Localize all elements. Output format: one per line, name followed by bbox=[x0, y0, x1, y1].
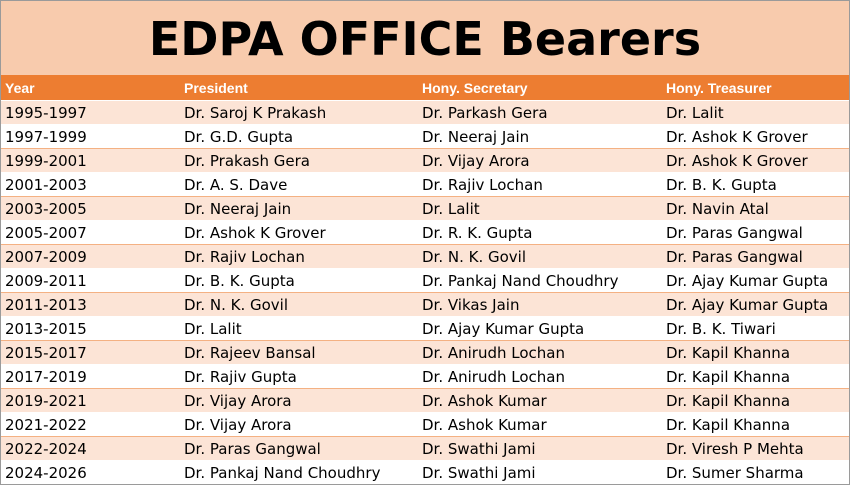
column-header-year: Year bbox=[1, 75, 180, 101]
year-cell: 2005-2007 bbox=[1, 221, 180, 245]
year-cell: 2022-2024 bbox=[1, 437, 180, 461]
table-header bbox=[1, 75, 849, 101]
office-bearers-table bbox=[1, 75, 849, 484]
table-row bbox=[1, 221, 849, 245]
table-row bbox=[1, 173, 849, 197]
president-cell: Dr. Rajiv Lochan bbox=[180, 245, 418, 269]
president-cell: Dr. Rajiv Gupta bbox=[180, 365, 418, 389]
president-cell: Dr. Ashok K Grover bbox=[180, 221, 418, 245]
title-band bbox=[1, 1, 849, 75]
treasurer-cell: Dr. Ajay Kumar Gupta bbox=[662, 293, 849, 317]
secretary-cell: Dr. Pankaj Nand Choudhry bbox=[418, 269, 662, 293]
secretary-cell: Dr. N. K. Govil bbox=[418, 245, 662, 269]
year-cell: 1999-2001 bbox=[1, 149, 180, 173]
table-row bbox=[1, 365, 849, 389]
president-cell: Dr. A. S. Dave bbox=[180, 173, 418, 197]
president-cell: Dr. Prakash Gera bbox=[180, 149, 418, 173]
column-header-treasurer: Hony. Treasurer bbox=[662, 75, 849, 101]
secretary-cell: Dr. Ashok Kumar bbox=[418, 413, 662, 437]
president-cell: Dr. G.D. Gupta bbox=[180, 125, 418, 149]
year-cell: 2019-2021 bbox=[1, 389, 180, 413]
column-header-secretary: Hony. Secretary bbox=[418, 75, 662, 101]
treasurer-cell: Dr. Viresh P Mehta bbox=[662, 437, 849, 461]
table-row bbox=[1, 101, 849, 125]
year-cell: 2013-2015 bbox=[1, 317, 180, 341]
president-cell: Dr. Pankaj Nand Choudhry bbox=[180, 461, 418, 485]
table-row bbox=[1, 341, 849, 365]
table-row bbox=[1, 413, 849, 437]
treasurer-cell: Dr. B. K. Tiwari bbox=[662, 317, 849, 341]
president-cell: Dr. Neeraj Jain bbox=[180, 197, 418, 221]
header-row bbox=[1, 75, 849, 101]
year-cell: 2024-2026 bbox=[1, 461, 180, 485]
year-cell: 2011-2013 bbox=[1, 293, 180, 317]
table-row bbox=[1, 389, 849, 413]
year-cell: 2017-2019 bbox=[1, 365, 180, 389]
year-cell: 2015-2017 bbox=[1, 341, 180, 365]
year-cell: 2021-2022 bbox=[1, 413, 180, 437]
secretary-cell: Dr. R. K. Gupta bbox=[418, 221, 662, 245]
president-cell: Dr. Saroj K Prakash bbox=[180, 101, 418, 125]
treasurer-cell: Dr. Paras Gangwal bbox=[662, 245, 849, 269]
treasurer-cell: Dr. Paras Gangwal bbox=[662, 221, 849, 245]
treasurer-cell: Dr. Ashok K Grover bbox=[662, 125, 849, 149]
table-row bbox=[1, 293, 849, 317]
secretary-cell: Dr. Anirudh Lochan bbox=[418, 341, 662, 365]
treasurer-cell: Dr. Lalit bbox=[662, 101, 849, 125]
secretary-cell: Dr. Neeraj Jain bbox=[418, 125, 662, 149]
secretary-cell: Dr. Vijay Arora bbox=[418, 149, 662, 173]
secretary-cell: Dr. Ashok Kumar bbox=[418, 389, 662, 413]
table-row bbox=[1, 149, 849, 173]
year-cell: 1995-1997 bbox=[1, 101, 180, 125]
table-row bbox=[1, 197, 849, 221]
year-cell: 1997-1999 bbox=[1, 125, 180, 149]
secretary-cell: Dr. Parkash Gera bbox=[418, 101, 662, 125]
table-row bbox=[1, 317, 849, 341]
treasurer-cell: Dr. Kapil Khanna bbox=[662, 389, 849, 413]
secretary-cell: Dr. Swathi Jami bbox=[418, 461, 662, 485]
president-cell: Dr. B. K. Gupta bbox=[180, 269, 418, 293]
treasurer-cell: Dr. Ashok K Grover bbox=[662, 149, 849, 173]
treasurer-cell: Dr. Kapil Khanna bbox=[662, 413, 849, 437]
secretary-cell: Dr. Vikas Jain bbox=[418, 293, 662, 317]
secretary-cell: Dr. Anirudh Lochan bbox=[418, 365, 662, 389]
year-cell: 2003-2005 bbox=[1, 197, 180, 221]
president-cell: Dr. N. K. Govil bbox=[180, 293, 418, 317]
president-cell: Dr. Vijay Arora bbox=[180, 413, 418, 437]
secretary-cell: Dr. Ajay Kumar Gupta bbox=[418, 317, 662, 341]
secretary-cell: Dr. Swathi Jami bbox=[418, 437, 662, 461]
secretary-cell: Dr. Lalit bbox=[418, 197, 662, 221]
table-row bbox=[1, 461, 849, 485]
president-cell: Dr. Rajeev Bansal bbox=[180, 341, 418, 365]
table-row bbox=[1, 245, 849, 269]
page-title: EDPA OFFICE Bearers bbox=[148, 12, 702, 66]
treasurer-cell: Dr. Sumer Sharma bbox=[662, 461, 849, 485]
year-cell: 2007-2009 bbox=[1, 245, 180, 269]
treasurer-cell: Dr. Ajay Kumar Gupta bbox=[662, 269, 849, 293]
president-cell: Dr. Vijay Arora bbox=[180, 389, 418, 413]
president-cell: Dr. Lalit bbox=[180, 317, 418, 341]
table-row bbox=[1, 437, 849, 461]
table-body bbox=[1, 101, 849, 485]
year-cell: 2009-2011 bbox=[1, 269, 180, 293]
treasurer-cell: Dr. Kapil Khanna bbox=[662, 341, 849, 365]
table-row bbox=[1, 125, 849, 149]
secretary-cell: Dr. Rajiv Lochan bbox=[418, 173, 662, 197]
column-header-president: President bbox=[180, 75, 418, 101]
treasurer-cell: Dr. B. K. Gupta bbox=[662, 173, 849, 197]
year-cell: 2001-2003 bbox=[1, 173, 180, 197]
treasurer-cell: Dr. Navin Atal bbox=[662, 197, 849, 221]
treasurer-cell: Dr. Kapil Khanna bbox=[662, 365, 849, 389]
table-row bbox=[1, 269, 849, 293]
president-cell: Dr. Paras Gangwal bbox=[180, 437, 418, 461]
